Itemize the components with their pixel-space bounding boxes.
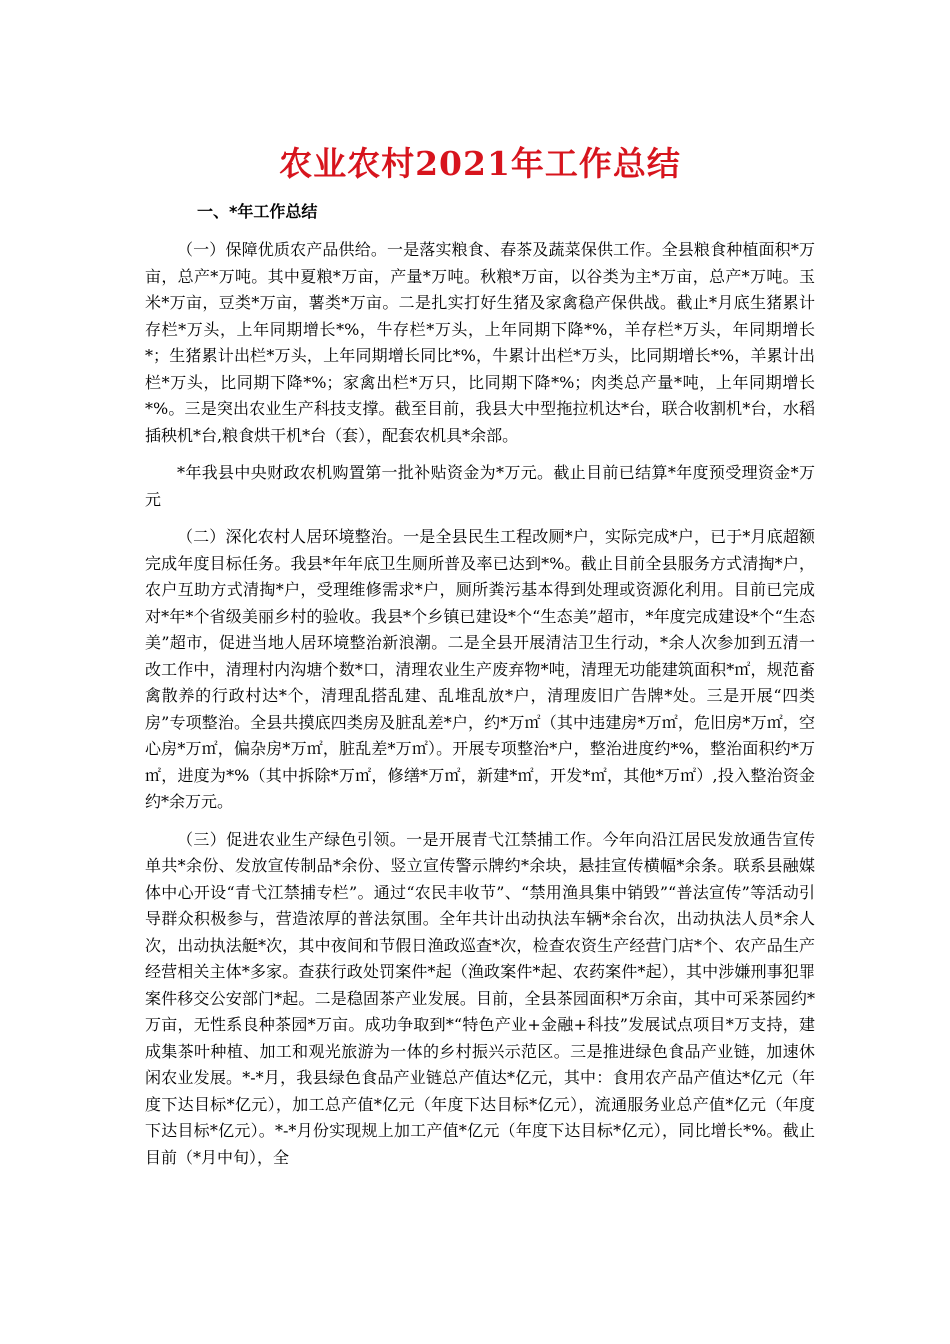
section-heading: 一、*年工作总结	[197, 202, 318, 221]
paragraph-3: （二）深化农村人居环境整治。一是全县民生工程改厕*户，实际完成*户，已于*月底超额完成年度目标任务。我县*年年底卫生厕所普及率已达到*%。截止目前全县服务方式清掏*户，农户互助方式清掏*户，受理维修需求*户，厕所粪污基本得到处理或资源化利用。目前已完成对*年*个省级美丽乡村的验收。我县*个乡镇已建设*个“生态美”超市，*年度完成建设*个“生态美”超市，促进当地人居环境整治新浪潮。二是全县开展清洁卫生行动，*余人次参加到五清一改工作中，清理村内沟塘个数*口，清理农业生产废弃物*吨，清理无功能建筑面积*㎡，规范畜禽散养的行政村达*个，清理乱搭乱建、乱堆乱放*户，清理废旧广告牌*处。三是开展“四类房”专项整治。全县共摸底四类房及脏乱差*户，约*万㎡（其中违建房*万㎡，危旧房*万㎡，空心房*万㎡，偏杂房*万㎡，脏乱差*万㎡）。开展专项整治*户，整治进度约*%，整治面积约*万㎡，进度为*%（其中拆除*万㎡，修缮*万㎡，新建*㎡，开发*㎡，其他*万㎡）,投入整治资金约*余万元。	[145, 527, 815, 811]
paragraph-4: （三）促进农业生产绿色引领。一是开展青弋江禁捕工作。今年向沿江居民发放通告宣传单共*余份、发放宣传制品*余份、竖立宣传警示牌约*余块，悬挂宣传横幅*余条。联系县融媒体中心开设“青弋江禁捕专栏”。通过“农民丰收节”、“禁用渔具集中销毁”“普法宣传”等活动引导群众积极参与，营造浓厚的普法氛围。全年共计出动执法车辆*余台次，出动执法人员*余人次，出动执法艇*次，其中夜间和节假日渔政巡查*次，检查农资生产经营门店*个、农产品生产经营相关主体*多家。查获行政处罚案件*起（渔政案件*起、农药案件*起），其中涉嫌刑事犯罪案件移交公安部门*起。二是稳固茶产业发展。目前，全县茶园面积*万余亩，其中可采茶园约*万亩，无性系良种茶园*万亩。成功争取到*“特色产业+金融+科技”发展试点项目*万支持，建成集茶叶种植、加工和观光旅游为一体的乡村振兴示范区。三是推进绿色食品产业链，加速休闲农业发展。*-*月，我县绿色食品产业链总产值达*亿元，其中：食用农产品产值达*亿元（年度下达目标*亿元），加工总产值*亿元（年度下达目标*亿元），流通服务业总产值*亿元（年度下达目标*亿元）。*-*月份实现规上加工产值*亿元（年度下达目标*亿元），同比增长*%。截止目前（*月中旬），全	[145, 829, 815, 1167]
document-title: 农业农村2021年工作总结	[279, 144, 681, 183]
document-page	[145, 120, 815, 1182]
paragraph-1: （一）保障优质农产品供给。一是落实粮食、春茶及蔬菜保供工作。全县粮食种植面积*万亩，总产*万吨。其中夏粮*万亩，产量*万吨。秋粮*万亩，以谷类为主*万亩，总产*万吨。玉米*万亩，豆类*万亩，薯类*万亩。二是扎实打好生猪及家禽稳产保供战。截止*月底生猪累计存栏*万头，上年同期增长*%，牛存栏*万头，上年同期下降*%，羊存栏*万头，年同期增长*；生猪累计出栏*万头，上年同期增长同比*%，牛累计出栏*万头，比同期增长*%，羊累计出栏*万头，比同期下降*%；家禽出栏*万只，比同期下降*%；肉类总产量*吨，上年同期增长*%。三是突出农业生产科技支撑。截至目前，我县大中型拖拉机达*台，联合收割机*台，水稻插秧机*台,粮食烘干机*台（套），配套农机具*余部。	[145, 240, 815, 445]
paragraph-2: *年我县中央财政农机购置第一批补贴资金为*万元。截止目前已结算*年度预受理资金*万元	[145, 463, 815, 509]
